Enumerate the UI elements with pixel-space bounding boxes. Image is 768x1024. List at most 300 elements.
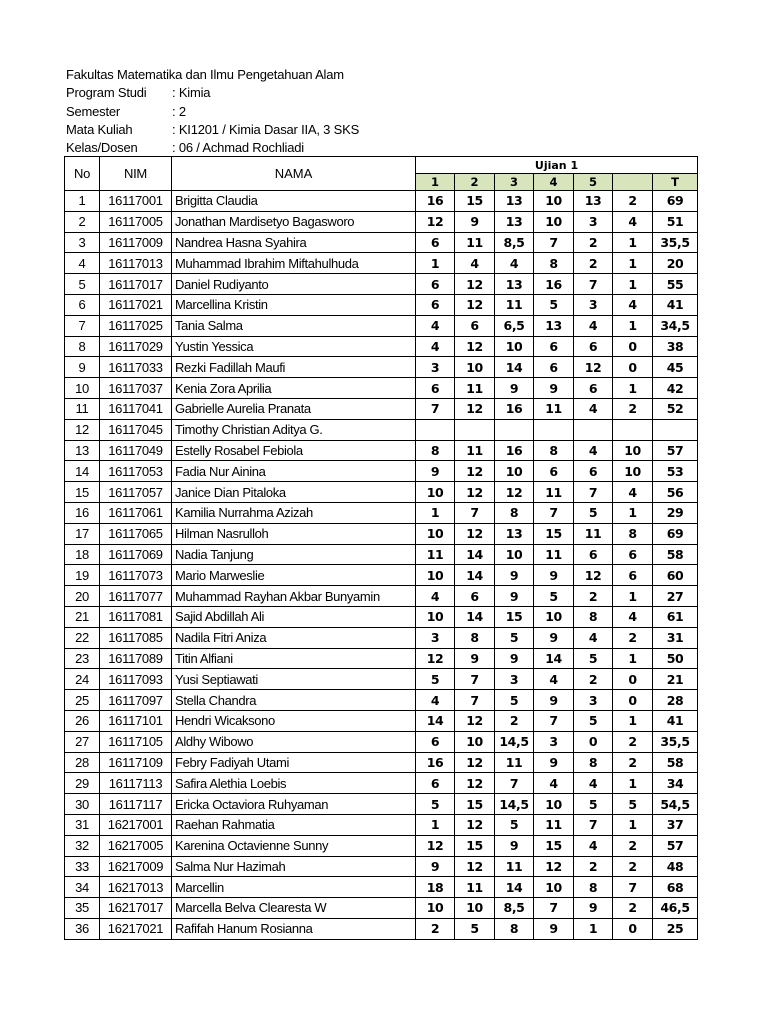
cell-nim: 16117105 — [100, 731, 172, 752]
score-3: 5 — [495, 627, 534, 648]
sub-header-cell: 4 — [534, 174, 574, 191]
info-label: Kelas/Dosen — [66, 140, 138, 155]
cell-nama: Brigitta Claudia — [172, 191, 416, 212]
score-2: 10 — [455, 731, 495, 752]
cell-no: 7 — [65, 315, 100, 336]
score-4: 10 — [534, 606, 574, 627]
score-total: 60 — [653, 565, 698, 586]
score-4: 12 — [534, 856, 574, 877]
score-4: 7 — [534, 710, 574, 731]
score-2: 12 — [455, 773, 495, 794]
score-6: 0 — [613, 918, 653, 939]
score-5: 8 — [574, 877, 613, 898]
score-total: 46,5 — [653, 898, 698, 919]
score-3: 9 — [495, 586, 534, 607]
cell-no: 22 — [65, 627, 100, 648]
score-3: 10 — [495, 461, 534, 482]
cell-nim: 16117017 — [100, 274, 172, 295]
score-3: 11 — [495, 752, 534, 773]
score-5: 5 — [574, 648, 613, 669]
score-3: 14 — [495, 877, 534, 898]
score-5: 12 — [574, 565, 613, 586]
score-5: 13 — [574, 191, 613, 212]
score-6: 1 — [613, 232, 653, 253]
cell-nama: Gabrielle Aurelia Pranata — [172, 398, 416, 419]
score-4: 6 — [534, 357, 574, 378]
cell-nim: 16117013 — [100, 253, 172, 274]
score-4: 11 — [534, 398, 574, 419]
cell-nim: 16117057 — [100, 482, 172, 503]
score-5: 6 — [574, 336, 613, 357]
table-row — [65, 419, 698, 440]
score-6: 1 — [613, 710, 653, 731]
score-6: 2 — [613, 898, 653, 919]
info-kelas-dosen — [66, 139, 486, 157]
score-6: 4 — [613, 211, 653, 232]
score-4: 15 — [534, 523, 574, 544]
score-1: 4 — [416, 586, 455, 607]
score-6: 2 — [613, 752, 653, 773]
cell-nim: 16117065 — [100, 523, 172, 544]
header-ujian-1: Ujian 1 — [416, 157, 698, 174]
score-5: 6 — [574, 378, 613, 399]
table-row — [65, 856, 698, 877]
score-3: 3 — [495, 669, 534, 690]
score-3: 8,5 — [495, 898, 534, 919]
sub-header-cell: 3 — [495, 174, 534, 191]
score-5: 6 — [574, 544, 613, 565]
table-row — [65, 315, 698, 336]
score-5: 3 — [574, 294, 613, 315]
score-1: 4 — [416, 336, 455, 357]
score-total: 55 — [653, 274, 698, 295]
score-4: 5 — [534, 586, 574, 607]
score-5: 6 — [574, 461, 613, 482]
info-semester — [66, 103, 486, 121]
score-2: 7 — [455, 690, 495, 711]
score-5: 4 — [574, 627, 613, 648]
score-6: 1 — [613, 814, 653, 835]
score-total: 31 — [653, 627, 698, 648]
score-2: 4 — [455, 253, 495, 274]
score-total: 25 — [653, 918, 698, 939]
table-row — [65, 378, 698, 399]
score-6: 10 — [613, 461, 653, 482]
score-3: 14,5 — [495, 794, 534, 815]
cell-nim: 16217013 — [100, 877, 172, 898]
cell-nama: Daniel Rudiyanto — [172, 274, 416, 295]
table-row — [65, 523, 698, 544]
info-mata-kuliah — [66, 121, 486, 139]
score-5: 8 — [574, 752, 613, 773]
sub-header-cell — [613, 174, 653, 191]
score-6: 4 — [613, 606, 653, 627]
score-2: 12 — [455, 710, 495, 731]
sub-header-cell: 5 — [574, 174, 613, 191]
score-2: 7 — [455, 669, 495, 690]
cell-nama: Safira Alethia Loebis — [172, 773, 416, 794]
score-3: 9 — [495, 648, 534, 669]
score-total: 42 — [653, 378, 698, 399]
cell-nama: Estelly Rosabel Febiola — [172, 440, 416, 461]
score-5: 5 — [574, 502, 613, 523]
cell-nim: 16117001 — [100, 191, 172, 212]
score-4: 8 — [534, 253, 574, 274]
score-total: 69 — [653, 191, 698, 212]
table-row — [65, 565, 698, 586]
cell-nim: 16117037 — [100, 378, 172, 399]
score-3: 15 — [495, 606, 534, 627]
cell-nama: Sajid Abdillah Ali — [172, 606, 416, 627]
info-value: : 06 / Achmad Rochliadi — [172, 140, 304, 155]
score-4: 4 — [534, 669, 574, 690]
score-total: 69 — [653, 523, 698, 544]
table-row — [65, 586, 698, 607]
score-1: 3 — [416, 627, 455, 648]
table-row — [65, 669, 698, 690]
score-2: 11 — [455, 378, 495, 399]
score-3: 11 — [495, 856, 534, 877]
table-row — [65, 336, 698, 357]
score-5: 2 — [574, 253, 613, 274]
cell-nim: 16217001 — [100, 814, 172, 835]
score-5: 11 — [574, 523, 613, 544]
score-6: 2 — [613, 398, 653, 419]
score-2: 12 — [455, 482, 495, 503]
score-1: 1 — [416, 253, 455, 274]
table-row — [65, 752, 698, 773]
score-6: 0 — [613, 669, 653, 690]
cell-no: 11 — [65, 398, 100, 419]
score-total: 56 — [653, 482, 698, 503]
cell-nim: 16117009 — [100, 232, 172, 253]
cell-no: 32 — [65, 835, 100, 856]
info-value: : 2 — [172, 104, 186, 119]
cell-no: 24 — [65, 669, 100, 690]
score-6: 7 — [613, 877, 653, 898]
score-5: 4 — [574, 315, 613, 336]
score-total: 20 — [653, 253, 698, 274]
table-row — [65, 648, 698, 669]
table-row — [65, 274, 698, 295]
table-row — [65, 544, 698, 565]
score-3: 5 — [495, 814, 534, 835]
score-4: 3 — [534, 731, 574, 752]
score-5: 7 — [574, 482, 613, 503]
header-nama: NAMA — [172, 157, 416, 191]
cell-nama: Aldhy Wibowo — [172, 731, 416, 752]
cell-nim: 16117077 — [100, 586, 172, 607]
score-2: 12 — [455, 294, 495, 315]
score-total: 50 — [653, 648, 698, 669]
cell-no: 28 — [65, 752, 100, 773]
score-2: 14 — [455, 565, 495, 586]
score-total: 57 — [653, 440, 698, 461]
score-4: 8 — [534, 440, 574, 461]
score-5: 2 — [574, 856, 613, 877]
score-6: 1 — [613, 586, 653, 607]
score-5: 4 — [574, 773, 613, 794]
score-2: 11 — [455, 440, 495, 461]
score-3: 11 — [495, 294, 534, 315]
cell-no: 20 — [65, 586, 100, 607]
score-6: 8 — [613, 523, 653, 544]
score-1: 16 — [416, 752, 455, 773]
table-row — [65, 357, 698, 378]
score-2: 8 — [455, 627, 495, 648]
table-row — [65, 211, 698, 232]
table-row — [65, 482, 698, 503]
score-4: 5 — [534, 294, 574, 315]
score-1: 4 — [416, 690, 455, 711]
score-total: 34,5 — [653, 315, 698, 336]
score-2: 12 — [455, 336, 495, 357]
score-1: 1 — [416, 502, 455, 523]
score-6: 5 — [613, 794, 653, 815]
cell-no: 16 — [65, 502, 100, 523]
score-2: 7 — [455, 502, 495, 523]
cell-nim: 16117073 — [100, 565, 172, 586]
score-3: 14 — [495, 357, 534, 378]
score-1: 6 — [416, 232, 455, 253]
score-2: 10 — [455, 898, 495, 919]
grades-table — [64, 156, 698, 940]
score-3: 8 — [495, 918, 534, 939]
table-row — [65, 877, 698, 898]
cell-nama: Raehan Rahmatia — [172, 814, 416, 835]
score-4: 9 — [534, 565, 574, 586]
score-total: 38 — [653, 336, 698, 357]
score-5: 3 — [574, 690, 613, 711]
score-1: 4 — [416, 315, 455, 336]
score-6: 1 — [613, 253, 653, 274]
cell-no: 9 — [65, 357, 100, 378]
score-3: 16 — [495, 440, 534, 461]
score-total: 29 — [653, 502, 698, 523]
cell-nama: Jonathan Mardisetyo Bagasworo — [172, 211, 416, 232]
score-3: 5 — [495, 690, 534, 711]
score-5: 4 — [574, 440, 613, 461]
cell-nama: Ericka Octaviora Ruhyaman — [172, 794, 416, 815]
cell-no: 3 — [65, 232, 100, 253]
cell-nim: 16117089 — [100, 648, 172, 669]
score-total: 45 — [653, 357, 698, 378]
score-3: 13 — [495, 523, 534, 544]
table-row — [65, 773, 698, 794]
score-1: 8 — [416, 440, 455, 461]
score-1: 11 — [416, 544, 455, 565]
cell-nama: Titin Alfiani — [172, 648, 416, 669]
cell-nim: 16117097 — [100, 690, 172, 711]
cell-nim: 16117029 — [100, 336, 172, 357]
cell-no: 1 — [65, 191, 100, 212]
cell-nama: Timothy Christian Aditya G. — [172, 419, 416, 440]
score-6 — [613, 419, 653, 440]
cell-no: 17 — [65, 523, 100, 544]
cell-nim: 16117061 — [100, 502, 172, 523]
cell-nim: 16117049 — [100, 440, 172, 461]
score-6: 6 — [613, 544, 653, 565]
score-3: 13 — [495, 274, 534, 295]
cell-nama: Muhammad Rayhan Akbar Bunyamin — [172, 586, 416, 607]
score-3: 7 — [495, 773, 534, 794]
score-2: 9 — [455, 648, 495, 669]
cell-nim: 16117033 — [100, 357, 172, 378]
score-1: 6 — [416, 294, 455, 315]
score-4: 7 — [534, 232, 574, 253]
score-1: 6 — [416, 731, 455, 752]
score-6: 0 — [613, 690, 653, 711]
score-1: 10 — [416, 523, 455, 544]
score-4: 9 — [534, 752, 574, 773]
score-1: 5 — [416, 669, 455, 690]
cell-nim: 16117093 — [100, 669, 172, 690]
cell-nama: Tania Salma — [172, 315, 416, 336]
score-2: 12 — [455, 461, 495, 482]
score-1: 3 — [416, 357, 455, 378]
score-5: 0 — [574, 731, 613, 752]
score-3: 8,5 — [495, 232, 534, 253]
cell-no: 14 — [65, 461, 100, 482]
table-row — [65, 398, 698, 419]
score-6: 4 — [613, 294, 653, 315]
score-total: 35,5 — [653, 232, 698, 253]
score-1: 10 — [416, 898, 455, 919]
score-5 — [574, 419, 613, 440]
cell-no: 33 — [65, 856, 100, 877]
score-4: 10 — [534, 211, 574, 232]
score-4: 7 — [534, 898, 574, 919]
score-1: 1 — [416, 814, 455, 835]
score-1 — [416, 419, 455, 440]
score-1: 14 — [416, 710, 455, 731]
cell-no: 4 — [65, 253, 100, 274]
table-row — [65, 191, 698, 212]
table-row — [65, 502, 698, 523]
cell-nama: Stella Chandra — [172, 690, 416, 711]
score-6: 1 — [613, 773, 653, 794]
score-5: 3 — [574, 211, 613, 232]
score-1: 10 — [416, 606, 455, 627]
cell-nama: Marcellina Kristin — [172, 294, 416, 315]
cell-no: 2 — [65, 211, 100, 232]
score-3: 13 — [495, 211, 534, 232]
cell-nim: 16117025 — [100, 315, 172, 336]
score-1: 7 — [416, 398, 455, 419]
score-3: 10 — [495, 544, 534, 565]
score-3: 8 — [495, 502, 534, 523]
cell-no: 26 — [65, 710, 100, 731]
score-1: 18 — [416, 877, 455, 898]
score-total: 58 — [653, 752, 698, 773]
cell-nama: Kenia Zora Aprilia — [172, 378, 416, 399]
table-row — [65, 918, 698, 939]
score-4: 11 — [534, 544, 574, 565]
cell-nim: 16117041 — [100, 398, 172, 419]
cell-nim: 16217005 — [100, 835, 172, 856]
score-2: 11 — [455, 232, 495, 253]
score-5: 7 — [574, 814, 613, 835]
score-2: 6 — [455, 586, 495, 607]
score-2: 12 — [455, 752, 495, 773]
cell-nim: 16117113 — [100, 773, 172, 794]
score-2: 15 — [455, 191, 495, 212]
score-6: 10 — [613, 440, 653, 461]
score-4: 6 — [534, 336, 574, 357]
score-3: 16 — [495, 398, 534, 419]
score-6: 1 — [613, 378, 653, 399]
cell-no: 12 — [65, 419, 100, 440]
score-total: 35,5 — [653, 731, 698, 752]
score-2: 12 — [455, 398, 495, 419]
score-total: 58 — [653, 544, 698, 565]
score-3 — [495, 419, 534, 440]
table-row — [65, 690, 698, 711]
info-program-studi — [66, 84, 486, 102]
score-1: 10 — [416, 482, 455, 503]
cell-nama: Muhammad Ibrahim Miftahulhuda — [172, 253, 416, 274]
cell-nama: Rezki Fadillah Maufi — [172, 357, 416, 378]
score-1: 16 — [416, 191, 455, 212]
score-2: 15 — [455, 794, 495, 815]
table-row — [65, 232, 698, 253]
faculty-title: Fakultas Matematika dan Ilmu Pengetahuan Alam — [66, 67, 344, 82]
score-4: 6 — [534, 461, 574, 482]
cell-nama: Nadia Tanjung — [172, 544, 416, 565]
score-5: 5 — [574, 794, 613, 815]
score-4: 13 — [534, 315, 574, 336]
score-5: 12 — [574, 357, 613, 378]
cell-nama: Hilman Nasrulloh — [172, 523, 416, 544]
cell-no: 15 — [65, 482, 100, 503]
cell-nama: Salma Nur Hazimah — [172, 856, 416, 877]
score-4: 15 — [534, 835, 574, 856]
score-4 — [534, 419, 574, 440]
score-1: 12 — [416, 648, 455, 669]
score-total — [653, 419, 698, 440]
score-4: 4 — [534, 773, 574, 794]
score-6: 1 — [613, 648, 653, 669]
score-2: 14 — [455, 606, 495, 627]
score-2: 12 — [455, 856, 495, 877]
score-3: 12 — [495, 482, 534, 503]
score-6: 2 — [613, 856, 653, 877]
cell-nama: Nadila Fitri Aniza — [172, 627, 416, 648]
cell-nama: Fadia Nur Ainina — [172, 461, 416, 482]
score-6: 2 — [613, 835, 653, 856]
cell-nim: 16117045 — [100, 419, 172, 440]
cell-nim: 16117005 — [100, 211, 172, 232]
cell-no: 29 — [65, 773, 100, 794]
score-1: 5 — [416, 794, 455, 815]
cell-no: 6 — [65, 294, 100, 315]
cell-no: 19 — [65, 565, 100, 586]
score-2: 11 — [455, 877, 495, 898]
table-row — [65, 627, 698, 648]
score-total: 54,5 — [653, 794, 698, 815]
score-3: 2 — [495, 710, 534, 731]
table-row — [65, 814, 698, 835]
cell-no: 30 — [65, 794, 100, 815]
grades-body — [65, 191, 698, 940]
score-1: 6 — [416, 274, 455, 295]
score-3: 9 — [495, 835, 534, 856]
cell-no: 25 — [65, 690, 100, 711]
score-6: 1 — [613, 502, 653, 523]
score-2: 15 — [455, 835, 495, 856]
header-nim: NIM — [100, 157, 172, 191]
cell-nim: 16117085 — [100, 627, 172, 648]
